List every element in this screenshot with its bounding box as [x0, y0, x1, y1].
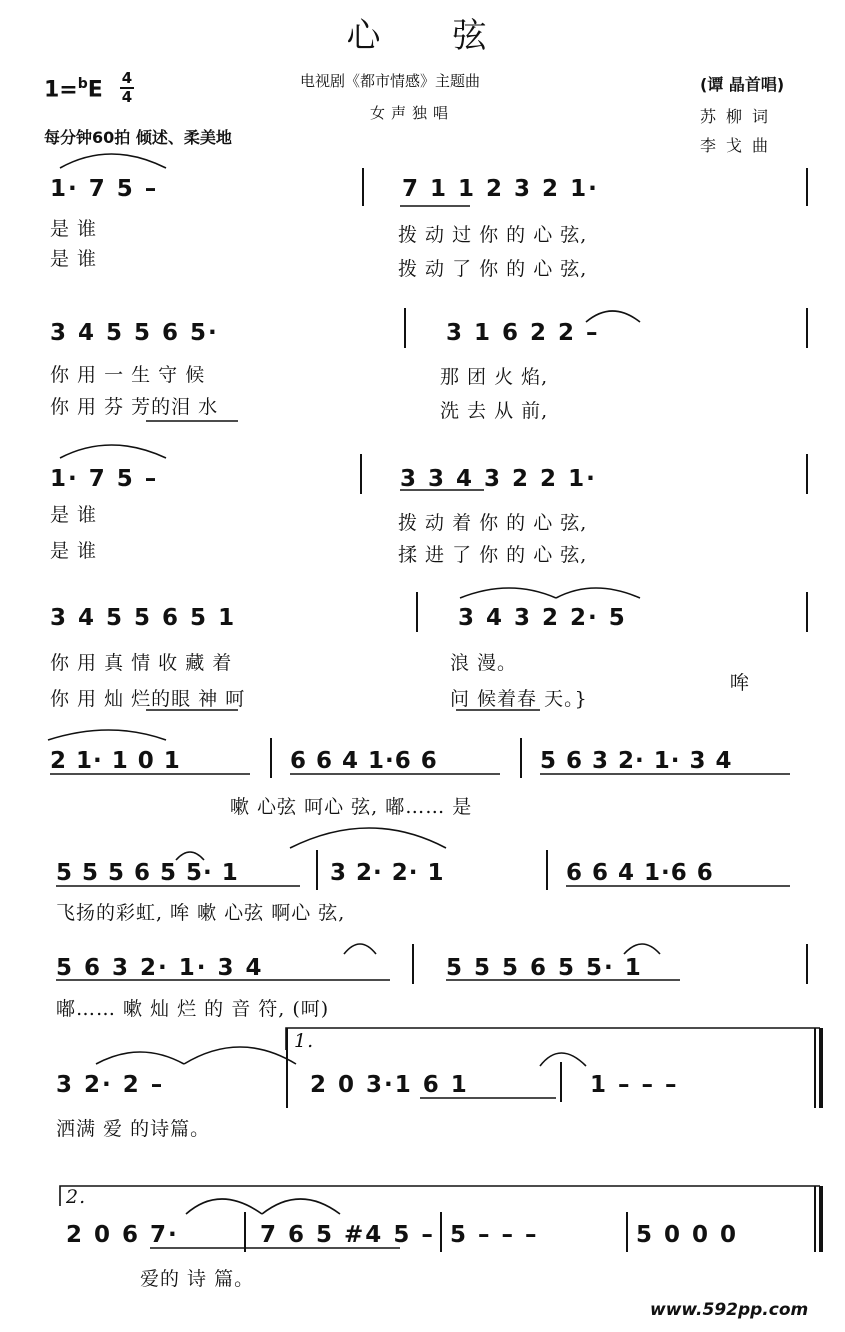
lyric-row-1-v1a: 是 谁 — [50, 218, 98, 240]
slur — [186, 1199, 262, 1214]
notes-row-5b: 6 6 4 1·6 6 — [290, 748, 438, 774]
source-watermark: www.592pp.com — [650, 1300, 809, 1320]
lyric-row-1-v1b: 拨 动 过 你 的 心 弦, — [398, 224, 588, 246]
notes-row-9d: 5 0 0 0 — [636, 1222, 739, 1248]
notes-row-2b: 3 1 6 2 2 – — [446, 320, 600, 346]
notes-row-2a: 3 4 5 5 6 5· — [50, 320, 219, 346]
lyric-row-4-v1b: 浪 漫。 — [450, 652, 518, 674]
notes-row-8b: 2 0 3·1 6 1 — [310, 1072, 469, 1098]
lyric-row-3-v2a: 是 谁 — [50, 540, 98, 562]
slur — [60, 445, 166, 458]
notes-row-9a: 2 0 6 7· — [66, 1222, 179, 1248]
performance-type: 女声独唱 — [370, 104, 455, 122]
notes-row-9b: 7 6 5 #4 5 – — [260, 1222, 435, 1248]
lyric-row-3-v1a: 是 谁 — [50, 504, 98, 526]
notes-row-7a: 5 6 3 2· 1· 3 4 — [56, 955, 264, 981]
lyricist-credit: 苏柳词 — [700, 107, 779, 126]
slur — [586, 311, 640, 322]
lyric-row-4-v1a: 你 用 真 情 收 藏 着 — [50, 652, 233, 674]
notes-row-3a: 1· 7 5 – — [50, 466, 159, 492]
volta-1-label: 1. — [294, 1030, 315, 1052]
slur — [290, 828, 446, 848]
slur — [344, 944, 376, 954]
notes-row-8a: 3 2· 2 – — [56, 1072, 165, 1098]
notes-row-6a: 5 5 5 6 5 5· 1 — [56, 860, 239, 886]
notes-row-4b: 3 4 3 2 2· 5 — [458, 605, 627, 631]
notes-row-6b: 3 2· 2· 1 — [330, 860, 445, 886]
key-signature: 1=$^b$E — [44, 76, 103, 103]
notes-row-5a: 2 1· 1 0 1 — [50, 748, 181, 774]
slur — [540, 1053, 586, 1066]
singer-credit: (谭 晶首唱) — [700, 75, 785, 94]
subtitle: 电视剧《都市情感》主题曲 — [300, 72, 481, 90]
slur — [176, 852, 204, 860]
lyric-row-2-v2a: 你 用 芬 芳的泪 水 — [50, 396, 219, 418]
volta-bracket-2 — [60, 1186, 820, 1206]
notes-row-1a: 1· 7 5 – — [50, 176, 159, 202]
slur — [460, 588, 556, 598]
lyric-row-2-v1b: 那 团 火 焰, — [440, 366, 549, 388]
slur — [262, 1199, 340, 1214]
slur — [184, 1047, 296, 1064]
song-title: 心弦 — [346, 16, 559, 56]
lyric-row-4-v2a: 你 用 灿 烂的眼 神 呵 — [50, 688, 246, 710]
lyric-row-6: 飞扬的彩虹, 哞 嗽 心弦 啊心 弦, — [56, 902, 346, 924]
notes-row-3b: 3 3 4 3 2 2 1· — [400, 466, 597, 492]
composer-credit: 李戈曲 — [700, 136, 779, 155]
notes-row-9c: 5 – – – — [450, 1222, 539, 1248]
lyric-row-5: 嗽 心弦 呵心 弦, 嘟…… 是 — [230, 796, 473, 818]
lyric-row-9: 爱的 诗 篇。 — [140, 1268, 255, 1290]
notes-row-8c: 1 – – – — [590, 1072, 679, 1098]
volta-bracket-1 — [286, 1028, 820, 1050]
lyric-row-3-v2b: 揉 进 了 你 的 心 弦, — [398, 544, 588, 566]
lyric-row-1-v2a: 是 谁 — [50, 248, 98, 270]
slur — [60, 154, 166, 168]
slur — [624, 944, 660, 954]
slur — [96, 1052, 184, 1064]
lyric-row-4-v2b: 问 候着春 天。} — [450, 688, 588, 710]
lyric-row-7: 嘟…… 嗽 灿 烂 的 音 符, (呵) — [56, 998, 330, 1020]
lyric-row-2-v2b: 洗 去 从 前, — [440, 400, 549, 422]
notes-row-6c: 6 6 4 1·6 6 — [566, 860, 714, 886]
lyric-extra-hum: 哞 — [730, 672, 751, 694]
time-signature: 4 4 — [121, 69, 133, 106]
volta-2-label: 2. — [66, 1186, 87, 1208]
slur — [556, 588, 640, 598]
tempo-marking: 每分钟60拍 倾述、柔美地 — [44, 128, 232, 147]
notes-row-4a: 3 4 5 5 6 5 1 — [50, 605, 237, 631]
lyric-row-1-v2b: 拨 动 了 你 的 心 弦, — [398, 258, 588, 280]
lyric-row-2-v1a: 你 用 一 生 守 候 — [50, 364, 206, 386]
lyric-row-3-v1b: 拨 动 着 你 的 心 弦, — [398, 512, 588, 534]
slur — [48, 730, 166, 740]
lyric-row-8: 洒满 爱 的诗篇。 — [56, 1118, 211, 1140]
notes-row-5c: 5 6 3 2· 1· 3 4 — [540, 748, 733, 774]
notes-row-7b: 5 5 5 6 5 5· 1 — [446, 955, 643, 981]
notes-row-1b: 7 1 1 2 3 2 1· — [402, 176, 599, 202]
